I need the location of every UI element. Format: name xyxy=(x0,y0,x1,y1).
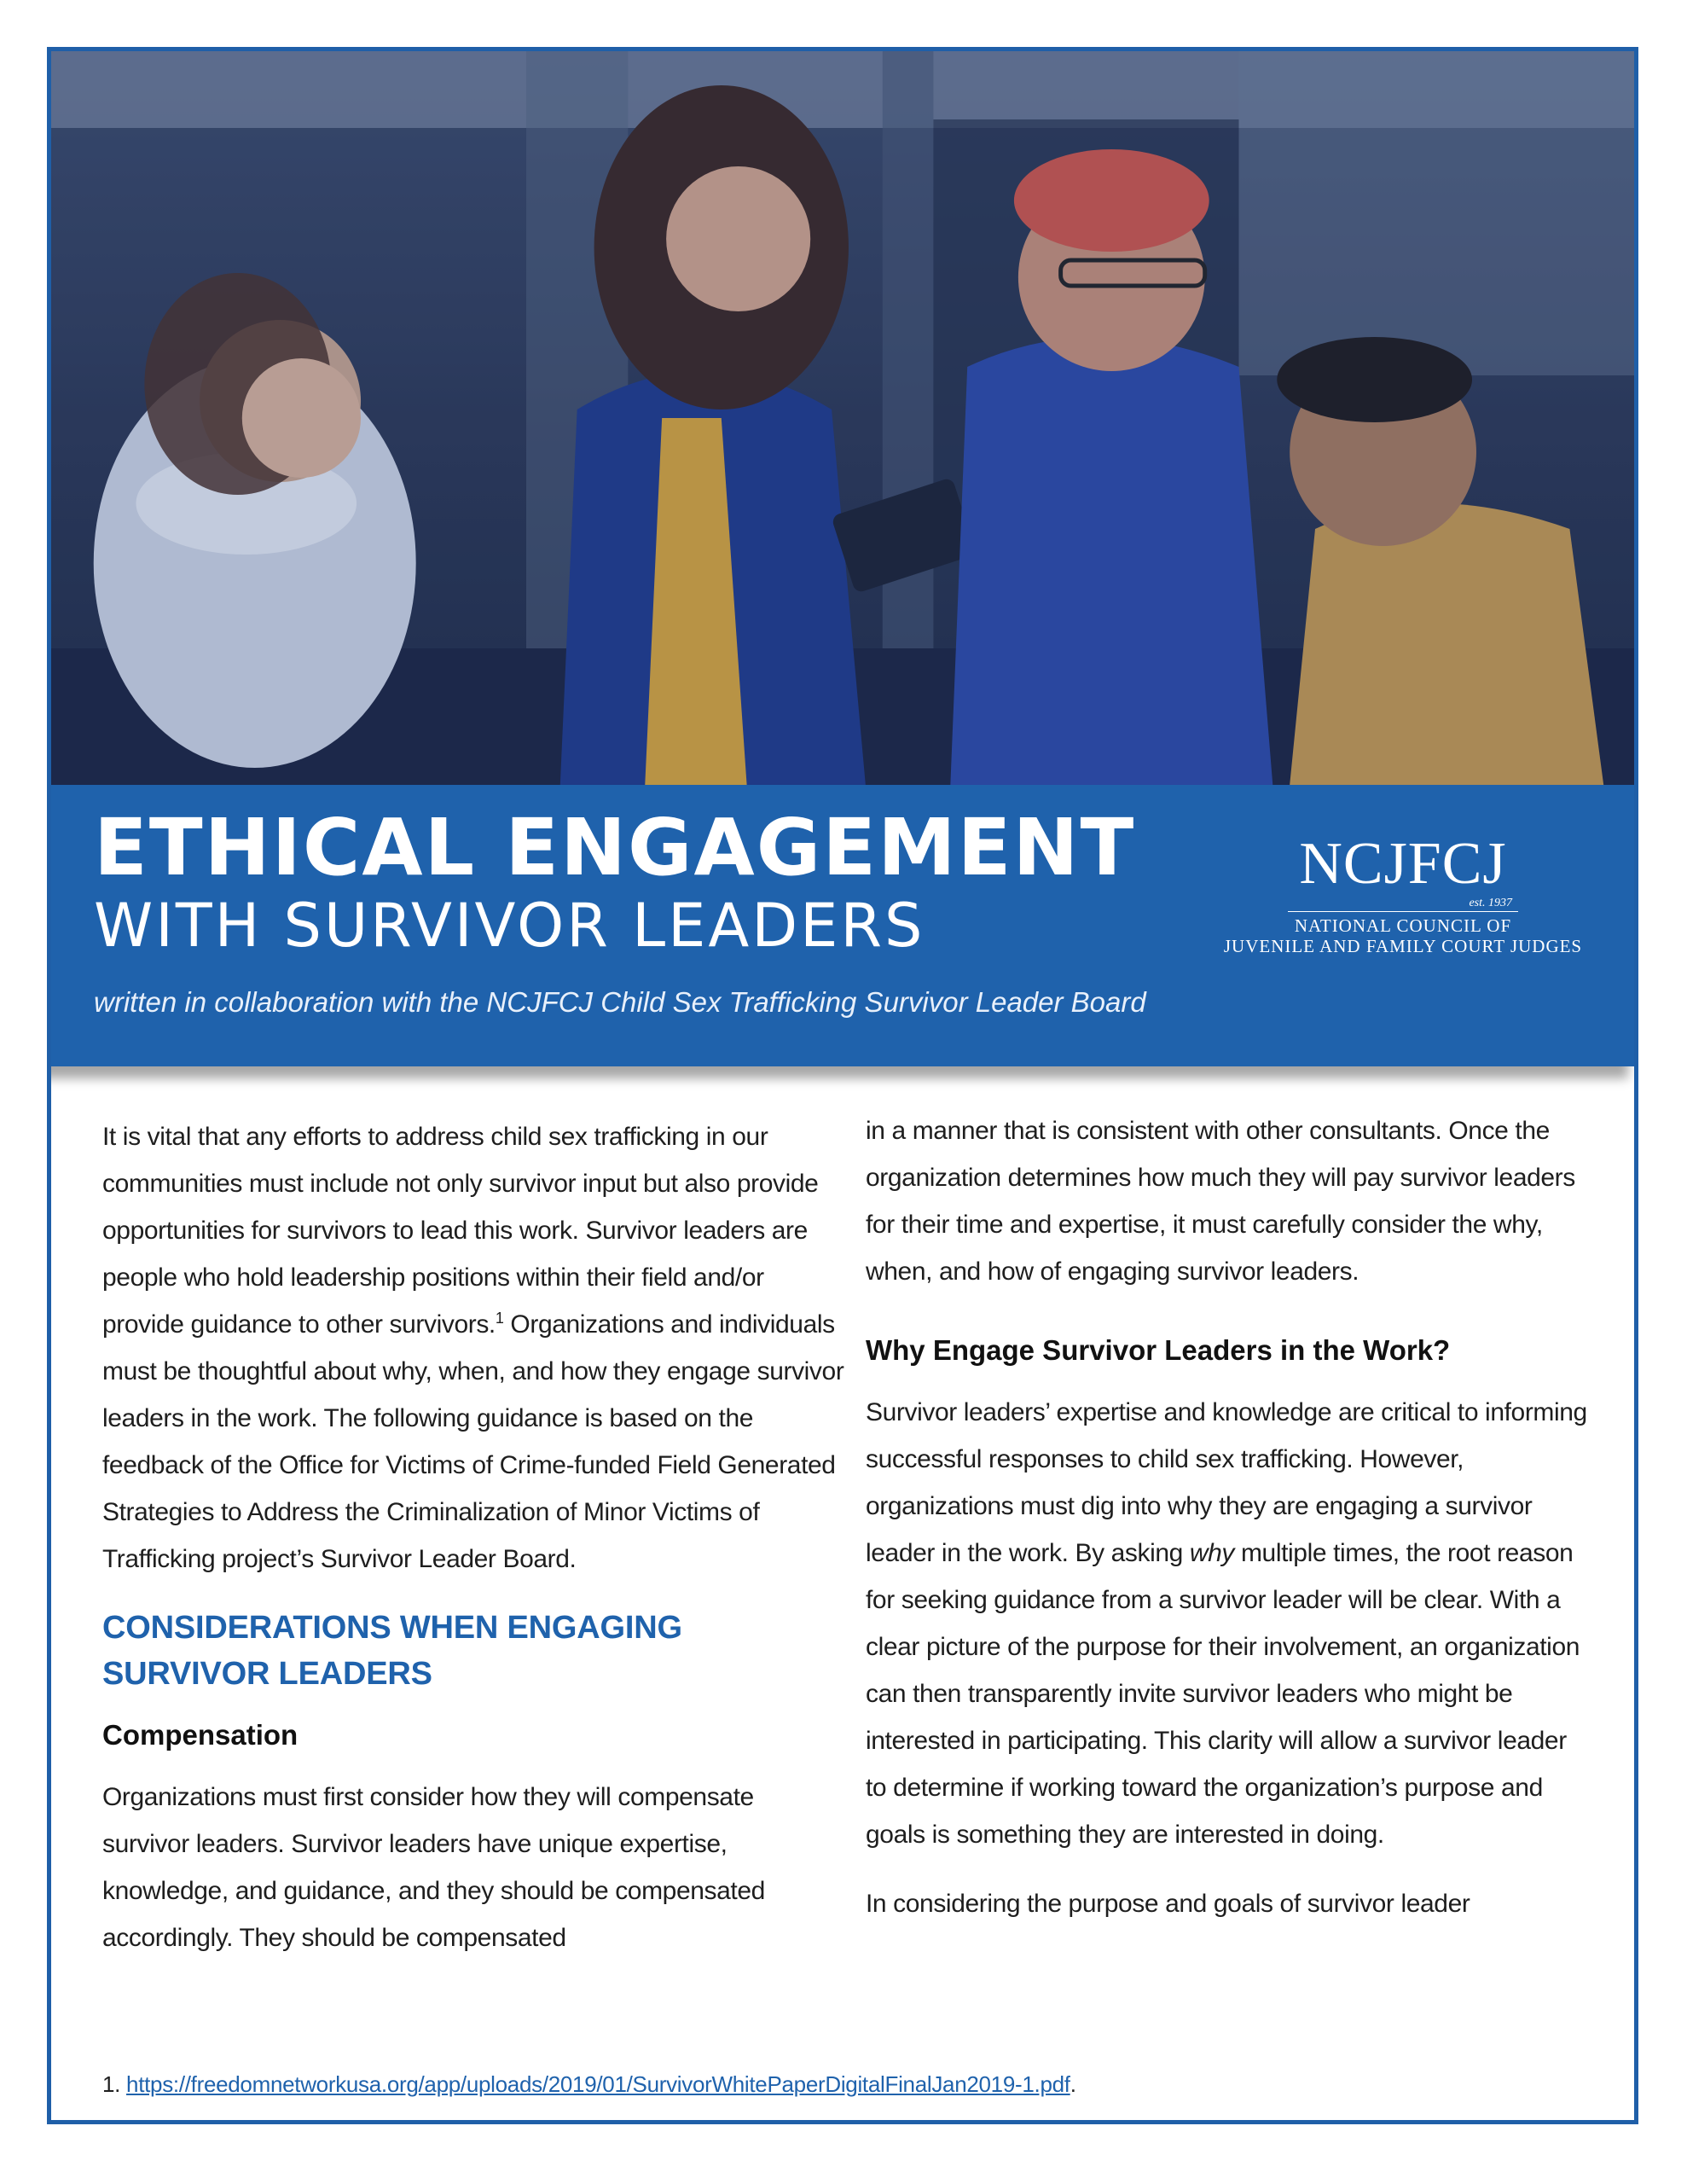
title-band xyxy=(47,785,1638,1066)
compensation-paragraph: Organizations must first consider how they will compensate survivor leaders. Survivor leaders have unique expertise, knowledge, and guidance, and they should be compensated accordingly. They should be compensated xyxy=(102,1783,765,1952)
why-emphasis: why xyxy=(1189,1539,1235,1567)
logo-line-2: JUVENILE AND FAMILY COURT JUDGES xyxy=(1223,936,1583,957)
why-engage-heading: Why Engage Survivor Leaders in the Work? xyxy=(866,1334,1451,1366)
footnote-end: . xyxy=(1070,2071,1076,2097)
right-column xyxy=(866,1107,1591,1949)
compensation-heading: Compensation xyxy=(102,1719,299,1751)
page-subtitle: WITH SURVIVOR LEADERS xyxy=(94,891,925,961)
why-text-a: Survivor leaders’ expertise and knowledge are critical to informing successful responses to child sex trafficking. However, organizations must dig into why they are engaging a survivor leader in the work. By asking xyxy=(866,1398,1587,1567)
intro-text-b: Organizations and individuals must be thoughtful about why, when, and how they engage survivor leaders in the work. The following guidance is based on the feedback of the Office for Victims of Crime-funded Field Generated Strategies to Address the Criminalization of Minor Victims of Trafficking project’s Survivor Leader Board. xyxy=(102,1310,844,1573)
hero-photo-illustration xyxy=(51,51,1634,785)
logo-wordmark: NCJFCJ xyxy=(1299,831,1507,897)
page-title: ETHICAL ENGAGEMENT xyxy=(94,802,1136,893)
footnote-ref: 1 xyxy=(495,1310,504,1327)
collaboration-credit: written in collaboration with the NCJFCJ Child Sex Trafficking Survivor Leader Board xyxy=(94,986,1146,1018)
purpose-paragraph: In considering the purpose and goals of survivor leader xyxy=(866,1890,1470,1918)
continued-paragraph: in a manner that is consistent with other consultants. Once the organization determines how much they will pay survivor leaders for their time and expertise, it must carefully consider the why, when, and how of engaging survivor leaders. xyxy=(866,1117,1575,1286)
section-heading: CONSIDERATIONS WHEN ENGAGING SURVIVOR LEADERS xyxy=(102,1610,682,1692)
left-column xyxy=(102,1113,844,1984)
logo-established: est. 1937 xyxy=(1469,897,1512,909)
footnote-number: 1. xyxy=(102,2071,121,2097)
footnote xyxy=(102,2071,1076,2098)
why-engage-paragraph xyxy=(866,1389,1591,1858)
page-frame xyxy=(47,47,1638,2124)
logo-line-1: NATIONAL COUNCIL OF xyxy=(1294,915,1512,936)
intro-paragraph xyxy=(102,1113,844,1583)
logo-divider xyxy=(1288,911,1518,912)
footnote-link[interactable]: https://freedomnetworkusa.org/app/uploads/2019/01/SurvivorWhitePaperDigitalFinalJan2019-1.pdf xyxy=(126,2071,1070,2097)
why-text-b: multiple times, the root reason for seeking guidance from a survivor leader will be clear. With a clear picture of the purpose for their involvement, an organization can then transparently invite survivor leaders who might be interested in participating. This clarity will allow a survivor leader to determine if working toward the organization’s purpose and goals is something they are interested in doing. xyxy=(866,1539,1580,1849)
intro-text-a: It is vital that any efforts to address child sex trafficking in our communities must include not only survivor input but also provide opportunities for survivors to lead this work. Survivor leaders are people who hold leadership positions within their field and/or provide guidance to other survivors. xyxy=(102,1123,819,1339)
hero-photo xyxy=(51,51,1634,785)
ncjfcj-logo xyxy=(1215,831,1591,988)
